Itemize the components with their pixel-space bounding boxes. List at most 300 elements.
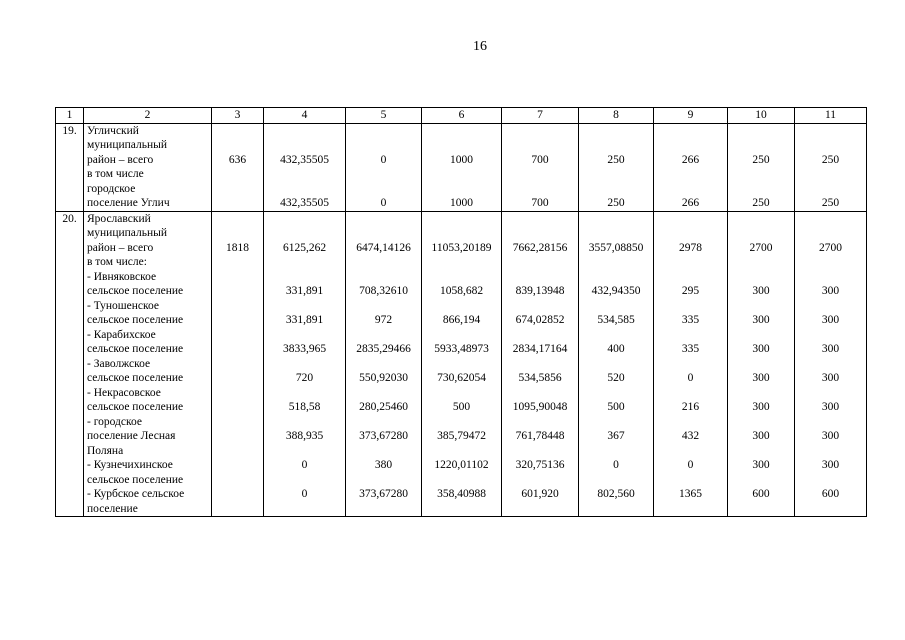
value-line bbox=[581, 473, 651, 488]
value-line: 300 bbox=[821, 430, 840, 442]
value-line: 295 bbox=[681, 285, 700, 297]
value-line: 300 bbox=[821, 372, 840, 384]
name-line: сельское поселение bbox=[87, 314, 184, 326]
value-line: 5933,48973 bbox=[434, 343, 489, 355]
value-line: 373,67280 bbox=[359, 430, 408, 442]
value-line: 300 bbox=[821, 343, 840, 355]
value-line: 600 bbox=[821, 488, 840, 500]
value-cell-col-11 bbox=[795, 211, 867, 517]
value-line bbox=[656, 226, 725, 241]
value-cell-col-7 bbox=[502, 123, 579, 211]
name-line: - Карабихское bbox=[87, 328, 156, 341]
value-line bbox=[797, 124, 864, 139]
value-line bbox=[214, 182, 261, 197]
value-line: 2835,29466 bbox=[356, 343, 411, 355]
value-line: 866,194 bbox=[442, 314, 481, 326]
value-line bbox=[797, 270, 864, 285]
name-line: сельское поселение bbox=[87, 343, 184, 355]
value-line: 730,62054 bbox=[437, 372, 486, 384]
value-line bbox=[424, 212, 499, 227]
value-line bbox=[797, 255, 864, 270]
value-line bbox=[656, 357, 725, 372]
value-line bbox=[214, 328, 261, 343]
value-line bbox=[581, 328, 651, 343]
value-line bbox=[656, 212, 725, 227]
value-line: 11053,20189 bbox=[431, 241, 492, 254]
value-line bbox=[214, 342, 261, 357]
value-line bbox=[348, 502, 419, 517]
value-line bbox=[348, 473, 419, 488]
data-table bbox=[55, 107, 867, 517]
value-line bbox=[730, 444, 792, 459]
value-line bbox=[730, 473, 792, 488]
row-name bbox=[84, 123, 212, 211]
value-line bbox=[348, 255, 419, 270]
value-line: 1000 bbox=[450, 153, 473, 166]
value-line bbox=[424, 138, 499, 153]
value-line bbox=[797, 502, 864, 517]
value-line: 708,32610 bbox=[359, 285, 408, 297]
name-line: - Некрасовское bbox=[87, 386, 161, 399]
value-line bbox=[266, 124, 343, 139]
value-line bbox=[424, 270, 499, 285]
name-line: район – всего bbox=[87, 153, 154, 166]
value-line bbox=[504, 386, 576, 401]
name-line: сельское поселение bbox=[87, 401, 184, 413]
value-line bbox=[797, 328, 864, 343]
value-line bbox=[730, 415, 792, 430]
header-cell-9: 9 bbox=[654, 108, 728, 124]
value-cell-col-10 bbox=[728, 123, 795, 211]
value-cell-col-6 bbox=[422, 123, 502, 211]
value-line bbox=[504, 444, 576, 459]
value-line bbox=[424, 386, 499, 401]
value-line: 839,13948 bbox=[515, 285, 565, 297]
value-line bbox=[504, 167, 576, 182]
value-line bbox=[266, 182, 343, 197]
value-cell-col-3 bbox=[212, 211, 264, 517]
value-line bbox=[581, 299, 651, 314]
value-line: 280,25460 bbox=[359, 401, 408, 413]
value-line bbox=[730, 502, 792, 517]
value-line bbox=[581, 415, 651, 430]
value-line bbox=[214, 270, 261, 285]
value-line bbox=[581, 182, 651, 197]
value-line bbox=[214, 487, 261, 502]
value-line: 331,891 bbox=[285, 285, 324, 297]
value-line bbox=[266, 167, 343, 182]
value-line bbox=[730, 270, 792, 285]
value-line bbox=[266, 415, 343, 430]
value-line: 250 bbox=[752, 197, 770, 209]
value-line bbox=[348, 386, 419, 401]
name-line: Поляна bbox=[87, 444, 124, 457]
value-cell-col-4 bbox=[264, 211, 346, 517]
value-line: 0 bbox=[301, 488, 308, 500]
value-line bbox=[504, 502, 576, 517]
value-line bbox=[581, 386, 651, 401]
value-line bbox=[656, 299, 725, 314]
name-line: в том числе bbox=[87, 168, 144, 180]
value-line bbox=[424, 182, 499, 197]
value-line bbox=[504, 270, 576, 285]
page-number: 16 bbox=[473, 39, 487, 54]
value-line: 300 bbox=[752, 314, 770, 326]
value-line bbox=[424, 255, 499, 270]
value-line: 1818 bbox=[226, 241, 249, 254]
value-line bbox=[266, 255, 343, 270]
value-line: 388,935 bbox=[285, 430, 324, 442]
value-line: 1000 bbox=[450, 197, 473, 209]
value-line bbox=[730, 255, 792, 270]
header-cell-2: 2 bbox=[84, 108, 212, 124]
value-line bbox=[424, 357, 499, 372]
value-line bbox=[266, 226, 343, 241]
value-line bbox=[266, 386, 343, 401]
value-line: 367 bbox=[607, 430, 625, 442]
row-number: 19. bbox=[56, 123, 84, 211]
value-line: 0 bbox=[687, 459, 694, 471]
value-line bbox=[581, 357, 651, 372]
table-row bbox=[56, 123, 867, 211]
value-line: 400 bbox=[607, 343, 625, 355]
value-line bbox=[656, 444, 725, 459]
value-line bbox=[214, 415, 261, 430]
value-line bbox=[424, 226, 499, 241]
value-line bbox=[504, 255, 576, 270]
value-line bbox=[730, 386, 792, 401]
value-line bbox=[214, 299, 261, 314]
value-line: 520 bbox=[607, 372, 625, 384]
row-name bbox=[84, 211, 212, 517]
value-line: 700 bbox=[531, 197, 549, 209]
value-line bbox=[424, 328, 499, 343]
value-line: 432,35505 bbox=[280, 153, 329, 166]
name-line: в том числе: bbox=[87, 256, 147, 268]
value-line bbox=[214, 502, 261, 517]
value-cell-col-4 bbox=[264, 123, 346, 211]
value-line: 1220,01102 bbox=[434, 459, 489, 471]
value-line bbox=[581, 270, 651, 285]
value-line bbox=[214, 458, 261, 473]
value-line: 300 bbox=[821, 285, 840, 297]
value-line bbox=[214, 444, 261, 459]
value-line bbox=[504, 473, 576, 488]
value-line bbox=[730, 124, 792, 139]
header-cell-4: 4 bbox=[264, 108, 346, 124]
value-line: 250 bbox=[607, 153, 625, 166]
value-cell-col-3 bbox=[212, 123, 264, 211]
name-line: поселение Углич bbox=[87, 197, 170, 209]
value-line: 432,94350 bbox=[591, 285, 641, 297]
value-line bbox=[504, 138, 576, 153]
value-line: 0 bbox=[687, 372, 694, 384]
value-line bbox=[797, 167, 864, 182]
value-line bbox=[730, 328, 792, 343]
name-line: сельское поселение bbox=[87, 372, 184, 384]
value-line: 500 bbox=[607, 401, 625, 413]
value-line: 1365 bbox=[679, 488, 702, 500]
value-line bbox=[348, 328, 419, 343]
value-line: 320,75136 bbox=[515, 459, 565, 471]
value-cell-col-9 bbox=[654, 123, 728, 211]
value-line: 266 bbox=[681, 197, 700, 209]
header-row bbox=[56, 108, 867, 124]
value-line: 300 bbox=[821, 401, 840, 413]
value-line bbox=[424, 167, 499, 182]
table-row bbox=[56, 211, 867, 517]
value-line bbox=[656, 255, 725, 270]
value-line bbox=[797, 473, 864, 488]
value-line bbox=[348, 212, 419, 227]
name-line: Угличский bbox=[87, 124, 139, 137]
value-cell-col-10 bbox=[728, 211, 795, 517]
value-line: 2700 bbox=[749, 241, 773, 254]
value-line bbox=[730, 167, 792, 182]
name-line: поселение Лесная bbox=[87, 430, 176, 442]
value-line: 601,920 bbox=[521, 488, 559, 500]
value-line: 2700 bbox=[819, 241, 842, 254]
value-line bbox=[581, 138, 651, 153]
value-line bbox=[424, 299, 499, 314]
value-line: 300 bbox=[752, 401, 770, 413]
value-line bbox=[581, 255, 651, 270]
value-line bbox=[504, 226, 576, 241]
value-cell-col-5 bbox=[346, 123, 422, 211]
value-line: 250 bbox=[821, 197, 840, 209]
value-line: 0 bbox=[301, 459, 308, 471]
value-line: 0 bbox=[380, 153, 387, 166]
value-line: 300 bbox=[752, 372, 770, 384]
value-line: 534,585 bbox=[597, 314, 635, 326]
value-line bbox=[266, 138, 343, 153]
value-line bbox=[266, 299, 343, 314]
value-cell-col-5 bbox=[346, 211, 422, 517]
value-line bbox=[348, 226, 419, 241]
name-line: - Ивняковское bbox=[87, 270, 157, 283]
value-line bbox=[424, 502, 499, 517]
value-line bbox=[656, 415, 725, 430]
value-line: 674,02852 bbox=[515, 314, 565, 326]
value-line: 802,560 bbox=[597, 488, 635, 500]
name-line: городское bbox=[87, 182, 136, 195]
header-cell-5: 5 bbox=[346, 108, 422, 124]
value-cell-col-8 bbox=[579, 211, 654, 517]
header-cell-7: 7 bbox=[502, 108, 579, 124]
value-line bbox=[656, 270, 725, 285]
value-line bbox=[348, 182, 419, 197]
value-line: 720 bbox=[295, 372, 314, 384]
name-line: - городское bbox=[87, 415, 143, 428]
value-line bbox=[581, 167, 651, 182]
value-line bbox=[581, 124, 651, 139]
value-line bbox=[214, 400, 261, 415]
value-line bbox=[504, 328, 576, 343]
value-line bbox=[797, 182, 864, 197]
value-line: 6125,262 bbox=[282, 241, 327, 254]
value-line bbox=[797, 386, 864, 401]
value-line: 2834,17164 bbox=[512, 343, 568, 355]
value-cell-col-8 bbox=[579, 123, 654, 211]
value-line bbox=[504, 299, 576, 314]
name-line: - Заволжское bbox=[87, 357, 151, 370]
value-line: 380 bbox=[374, 459, 393, 471]
value-line bbox=[581, 212, 651, 227]
value-line bbox=[424, 415, 499, 430]
value-line: 300 bbox=[752, 459, 770, 471]
value-line: 250 bbox=[607, 197, 625, 209]
value-line bbox=[797, 138, 864, 153]
value-line: 300 bbox=[752, 343, 770, 355]
value-line: 432,35505 bbox=[280, 197, 329, 209]
header-cell-6: 6 bbox=[422, 108, 502, 124]
value-line bbox=[266, 357, 343, 372]
name-line: сельское поселение bbox=[87, 473, 184, 486]
value-line bbox=[214, 371, 261, 386]
value-line bbox=[656, 502, 725, 517]
value-line bbox=[730, 357, 792, 372]
value-line bbox=[214, 357, 261, 372]
value-line bbox=[266, 270, 343, 285]
name-line: муниципальный bbox=[87, 139, 168, 151]
value-line: 550,92030 bbox=[359, 372, 408, 384]
value-line bbox=[730, 226, 792, 241]
value-line: 266 bbox=[681, 153, 700, 166]
value-line bbox=[581, 226, 651, 241]
value-line: 373,67280 bbox=[359, 488, 408, 500]
value-line bbox=[504, 124, 576, 139]
value-line bbox=[214, 429, 261, 444]
value-line bbox=[730, 212, 792, 227]
value-line bbox=[730, 299, 792, 314]
value-line bbox=[348, 270, 419, 285]
value-line: 3833,965 bbox=[282, 343, 327, 355]
value-line bbox=[424, 444, 499, 459]
header-cell-10: 10 bbox=[728, 108, 795, 124]
value-line bbox=[656, 473, 725, 488]
value-cell-col-9 bbox=[654, 211, 728, 517]
value-line bbox=[504, 212, 576, 227]
value-line: 250 bbox=[752, 153, 770, 166]
value-line bbox=[214, 386, 261, 401]
value-line bbox=[424, 124, 499, 139]
value-line bbox=[348, 138, 419, 153]
value-line bbox=[348, 357, 419, 372]
value-cell-col-7 bbox=[502, 211, 579, 517]
value-line: 972 bbox=[374, 314, 393, 326]
name-line: сельское поселение bbox=[87, 285, 184, 297]
value-line bbox=[266, 212, 343, 227]
name-line: Ярославский bbox=[87, 212, 151, 225]
value-line: 0 bbox=[380, 197, 387, 209]
value-line: 331,891 bbox=[285, 314, 324, 326]
value-line: 761,78448 bbox=[515, 430, 565, 442]
value-line bbox=[214, 138, 261, 153]
value-line bbox=[214, 473, 261, 488]
value-line bbox=[504, 182, 576, 197]
value-line: 600 bbox=[752, 488, 770, 500]
value-line bbox=[266, 473, 343, 488]
value-line bbox=[656, 124, 725, 139]
value-line bbox=[504, 357, 576, 372]
header-cell-3: 3 bbox=[212, 108, 264, 124]
row-number: 20. bbox=[56, 211, 84, 517]
value-line bbox=[504, 415, 576, 430]
value-line bbox=[214, 167, 261, 182]
value-line bbox=[266, 444, 343, 459]
value-line bbox=[348, 124, 419, 139]
value-line: 385,79472 bbox=[437, 430, 486, 442]
value-line bbox=[581, 444, 651, 459]
value-line: 335 bbox=[681, 343, 700, 355]
value-line bbox=[214, 284, 261, 299]
name-line: муниципальный bbox=[87, 227, 168, 239]
value-line: 250 bbox=[821, 153, 840, 166]
value-line: 300 bbox=[752, 285, 770, 297]
value-line bbox=[797, 444, 864, 459]
value-line bbox=[348, 415, 419, 430]
value-line bbox=[730, 138, 792, 153]
value-line bbox=[797, 226, 864, 241]
name-line: - Туношенское bbox=[87, 299, 160, 312]
value-line bbox=[797, 415, 864, 430]
value-line bbox=[797, 357, 864, 372]
value-line: 1058,682 bbox=[439, 285, 484, 297]
value-line: 300 bbox=[821, 459, 840, 471]
value-line bbox=[656, 386, 725, 401]
value-line: 358,40988 bbox=[437, 488, 486, 500]
value-line: 3557,08850 bbox=[588, 241, 644, 254]
name-line: район – всего bbox=[87, 241, 154, 254]
value-line bbox=[348, 444, 419, 459]
value-line bbox=[581, 502, 651, 517]
value-line: 300 bbox=[821, 314, 840, 326]
value-line bbox=[424, 473, 499, 488]
value-line bbox=[797, 299, 864, 314]
value-line bbox=[214, 313, 261, 328]
value-line: 636 bbox=[228, 153, 247, 166]
value-line bbox=[797, 212, 864, 227]
value-line: 500 bbox=[452, 401, 471, 413]
value-line bbox=[656, 167, 725, 182]
value-line bbox=[214, 124, 261, 139]
value-line bbox=[214, 255, 261, 270]
value-line: 2978 bbox=[679, 241, 702, 254]
value-line bbox=[656, 328, 725, 343]
value-line bbox=[656, 182, 725, 197]
value-line bbox=[348, 167, 419, 182]
value-line bbox=[656, 138, 725, 153]
value-line: 518,58 bbox=[288, 401, 321, 413]
value-line bbox=[266, 502, 343, 517]
value-line bbox=[266, 328, 343, 343]
name-line: - Кузнечихинское bbox=[87, 459, 173, 471]
value-line: 700 bbox=[531, 153, 549, 166]
header-cell-1: 1 bbox=[56, 108, 84, 124]
value-line bbox=[214, 226, 261, 241]
header-cell-8: 8 bbox=[579, 108, 654, 124]
value-cell-col-6 bbox=[422, 211, 502, 517]
header-cell-11: 11 bbox=[795, 108, 867, 124]
value-line: 216 bbox=[681, 401, 700, 413]
value-line: 432 bbox=[681, 430, 700, 442]
name-line: - Курбское сельское bbox=[87, 488, 185, 500]
value-line bbox=[214, 196, 261, 211]
value-line bbox=[214, 212, 261, 227]
value-line: 7662,28156 bbox=[512, 241, 568, 254]
value-line: 0 bbox=[613, 459, 619, 471]
value-line: 534,5856 bbox=[518, 372, 562, 384]
